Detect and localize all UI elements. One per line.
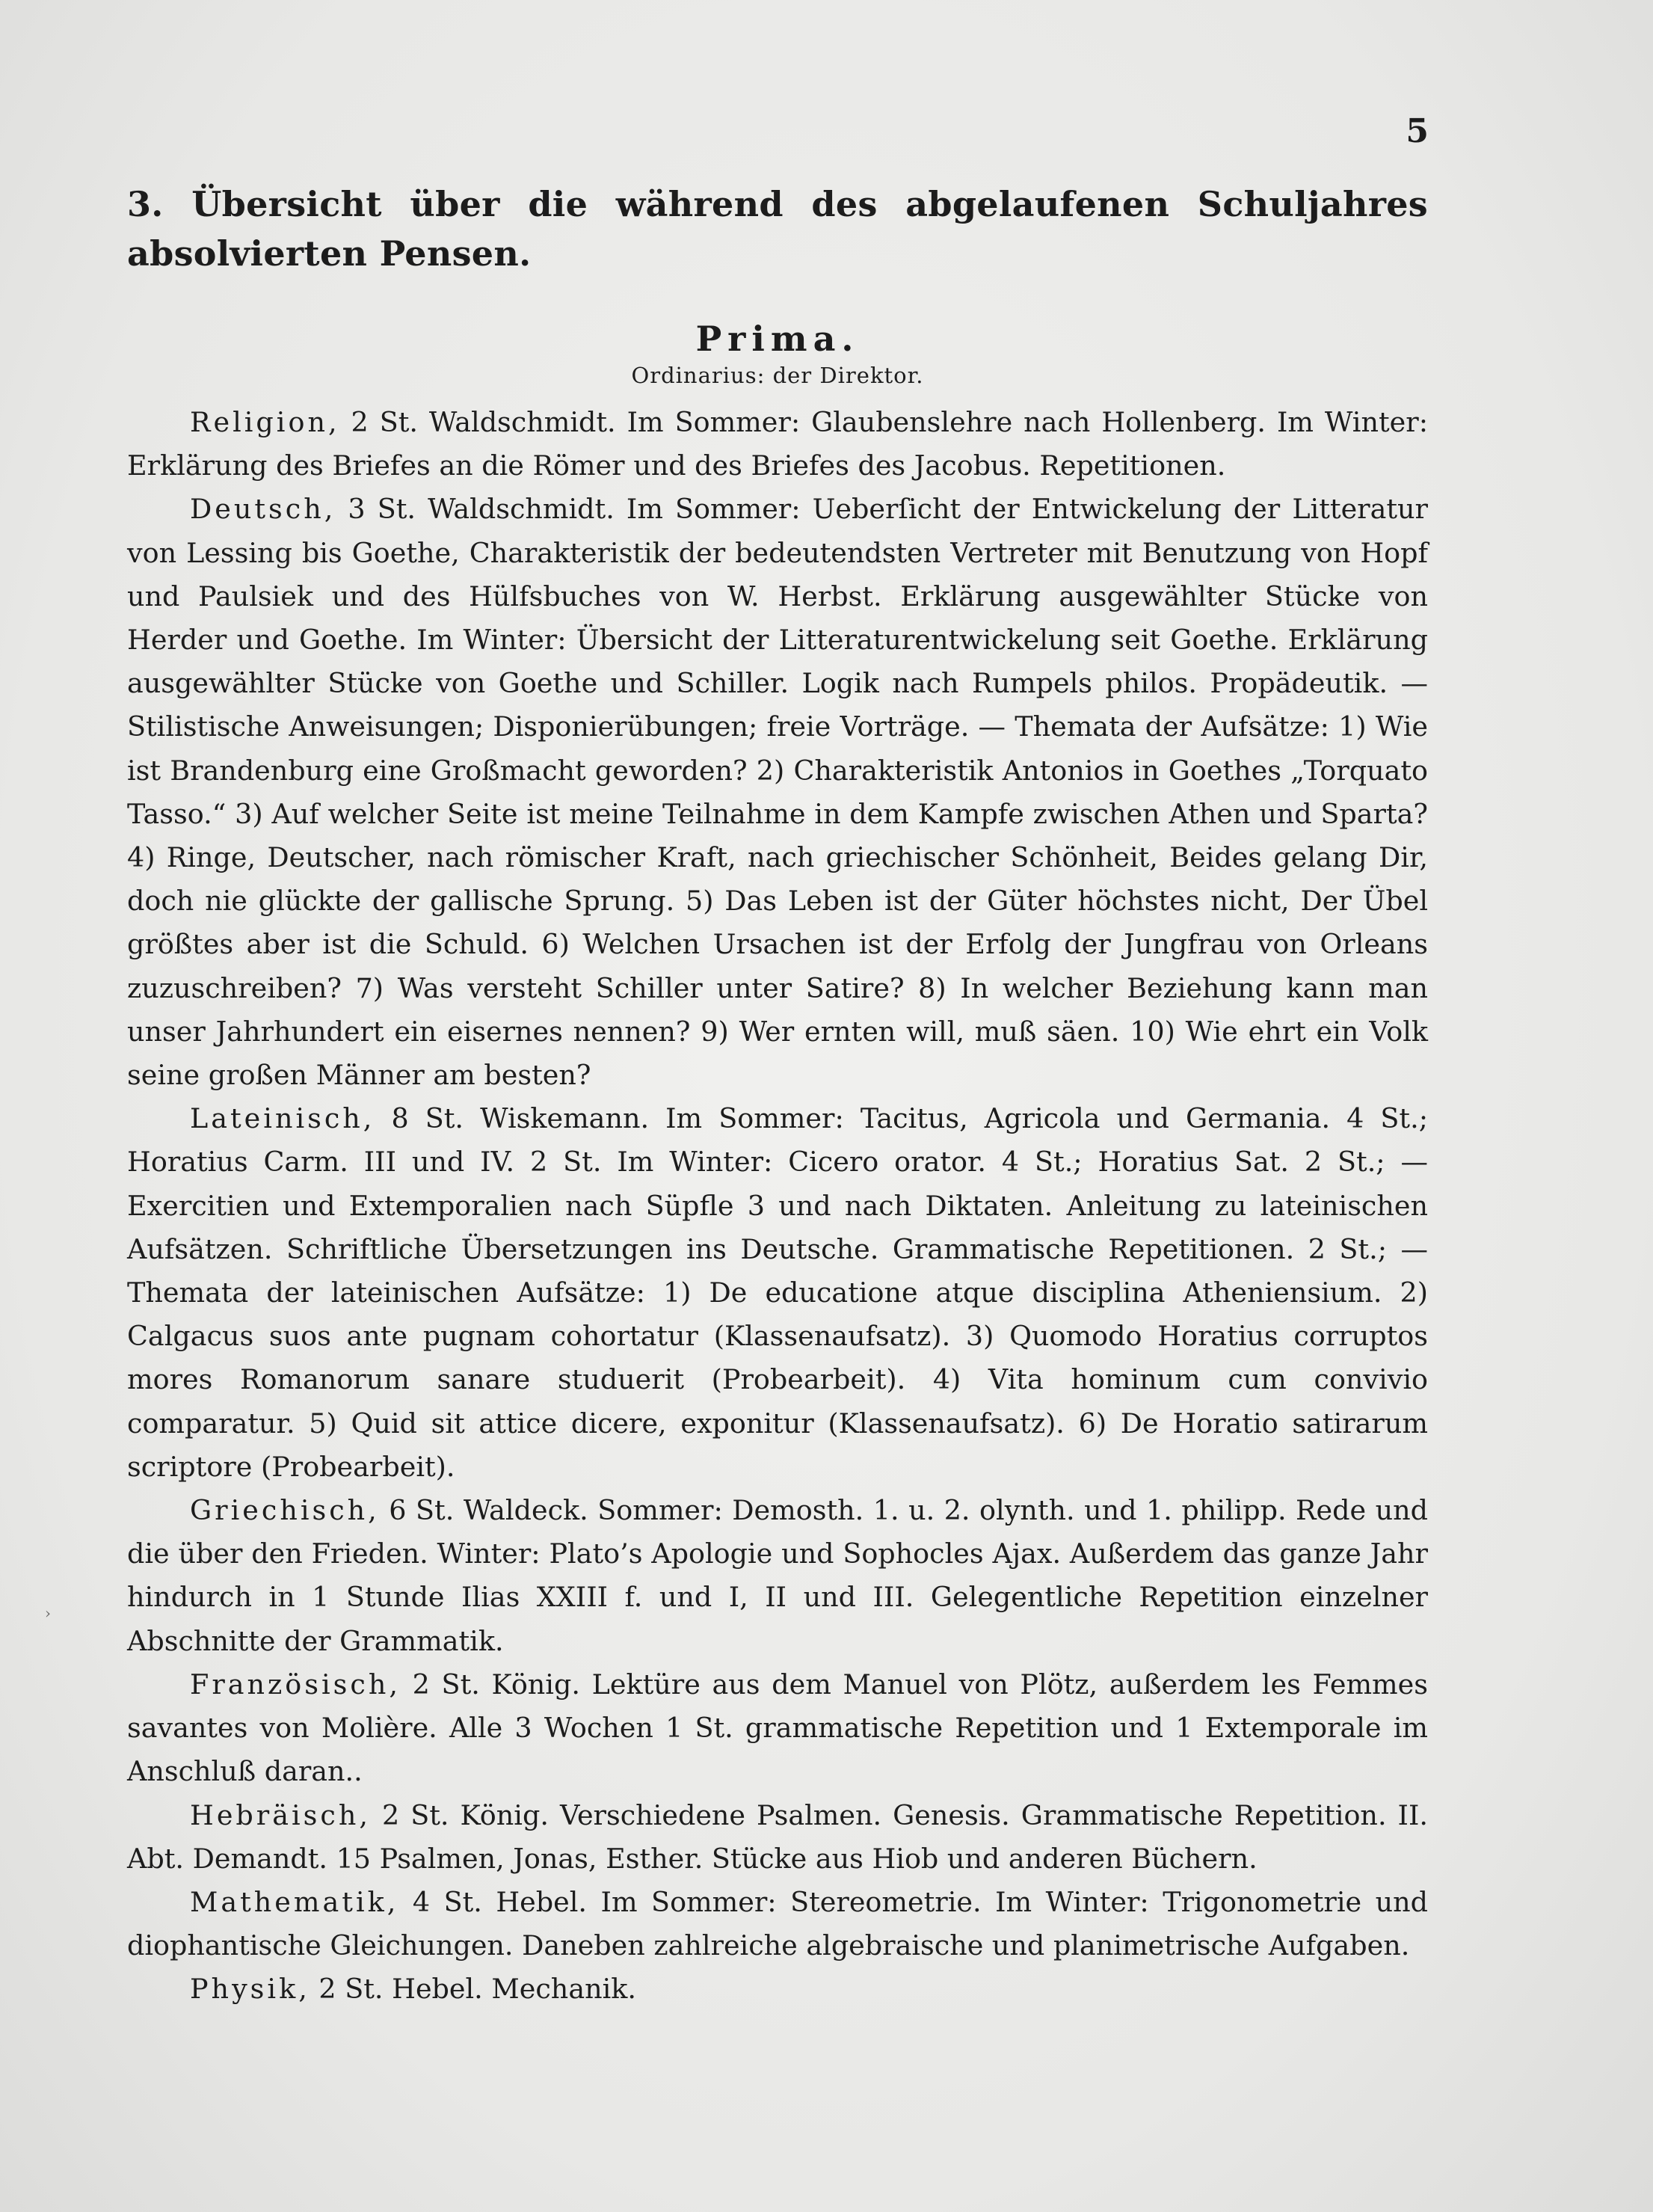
subject-religion [127, 401, 1428, 488]
subject-text: 2 St. König. Verschiedene Psalmen. Genesis. Grammatische Repetition. II. Abt. Demandt. 15 Psalmen, Jonas, Esther. Stücke aus Hiob und anderen Büchern. [127, 1798, 1428, 1875]
subject-text: 4 St. Hebel. Im Sommer: Stereometrie. Im Winter: Trigonometrie und diophantische Gleichungen. Daneben zahlreiche algebraische und planimetrische Aufgaben. [127, 1885, 1428, 1962]
subject-text: 2 St. Waldschmidt. Im Sommer: Glaubenslehre nach Hollenberg. Im Winter: Erklärung des Briefes an die Römer und des Briefes des Jacobus. Repetitionen. [127, 406, 1428, 482]
subject-name: Französisch, [190, 1668, 401, 1701]
subject-franzoesisch [127, 1663, 1428, 1794]
subject-hebraeisch [127, 1794, 1428, 1881]
subject-text: 3 St. Waldschmidt. Im Sommer: Ueberſicht der Entwickelung der Litteratur von Lessing bis Goethe, Charakteristik der bedeutendsten Vertreter mit Benutzung von Hopf und Paulsiek und des Hülfsbuches von W. Herbst. Erklärung ausgewählter Stücke von Herder und Goethe. Im Winter: Übersicht der Litteraturentwickelung seit Goethe. Erklärung ausgewählter Stücke von Goethe und Schiller. Logik nach Rumpels philos. Propädeutik. — Stilistische Anweisungen; Disponierübungen; freie Vorträge. — Themata der Aufsätze: 1) Wie ist Brandenburg eine Großmacht geworden? 2) Charakteristik Antonios in Goethes „Torquato Tasso.“ 3) Auf welcher Seite ist meine Teilnahme in dem Kampfe zwischen Athen und Sparta? 4) Ringe, Deutscher, nach römischer Kraft, nach griechischer Schönheit, Beides gelang Dir, doch nie glückte der gallische Sprung. 5) Das Leben ist der Güter höchstes nicht, Der Übel größtes aber ist die Schuld. 6) Welchen Ursachen ist der Erfolg der Jungfrau von Orleans zuzuschreiben? 7) Was versteht Schiller unter Satire? 8) In welcher Beziehung kann man unser Jahrhundert ein eisernes nennen? 9) Wer ernten will, muß säen. 10) Wie ehrt ein Volk seine großen Männer am besten? [127, 493, 1428, 1092]
subject-mathematik [127, 1881, 1428, 1967]
subject-lateinisch [127, 1097, 1428, 1489]
subject-name: Physik, [190, 1973, 310, 2006]
page-number: 5 [1406, 112, 1429, 150]
subject-griechisch [127, 1489, 1428, 1663]
section-heading: 3. Übersicht über die während des abgelaufenen Schuljahres absolvierten Pensen. [127, 184, 1428, 274]
subject-text: 6 St. Waldeck. Sommer: Demosth. 1. u. 2. olynth. und 1. philipp. Rede und die über den Frieden. Winter: Plato’s Apologie und Sophocles Ajax. Außerdem das ganze Jahr hindurch in 1 Stunde Ilias XXIII f. und I, II und III. Gelegentliche Repetition einzelner Abschnitte der Grammatik. [127, 1494, 1428, 1657]
subject-name: Griechisch, [190, 1494, 380, 1527]
class-title: Prima. [695, 319, 860, 359]
subject-text: 2 St. Hebel. Mechanik. [310, 1973, 636, 2006]
subject-name: Deutsch, [190, 493, 336, 526]
subject-name: Hebräisch, [190, 1798, 371, 1831]
subject-name: Lateinisch, [190, 1102, 375, 1135]
subject-name: Mathematik, [190, 1885, 399, 1918]
margin-mark: › [45, 1604, 51, 1622]
ordinarius-line: Ordinarius: der Direktor. [631, 363, 924, 388]
subject-text: 8 St. Wiskemann. Im Sommer: Tacitus, Agricola und Germania. 4 St.; Horatius Carm. III und IV. 2 St. Im Winter: Cicero orator. 4 St.; Horatius Sat. 2 St.; — Exercitien und Extemporalien nach Süpfle 3 und nach Diktaten. Anleitung zu lateinischen Aufsätzen. Schriftliche Übersetzungen ins Deutsche. Grammatische Repetitionen. 2 St.; — Themata der lateinischen Aufsätze: 1) De educatione atque disciplina Atheniensium. 2) Calgacus suos ante pugnam cohortatur (Klassenaufsatz). 3) Quomodo Horatius corruptos mores Romanorum sanare studuerit (Probearbeit). 4) Vita hominum cum convivio comparatur. 5) Quid sit attice dicere, exponitur (Klassenaufsatz). 6) De Horatio satirarum scriptore (Probearbeit). [127, 1102, 1428, 1483]
subject-name: Religion, [190, 406, 340, 438]
subject-text: 2 St. König. Lektüre aus dem Manuel von Plötz, außerdem les Femmes savantes von Molière. Alle 3 Wochen 1 St. grammatische Repetition und 1 Extemporale im Anschluß daran.. [127, 1668, 1428, 1788]
page-content [127, 179, 1428, 2012]
subject-physik [127, 1967, 1428, 2011]
subject-deutsch [127, 488, 1428, 1097]
